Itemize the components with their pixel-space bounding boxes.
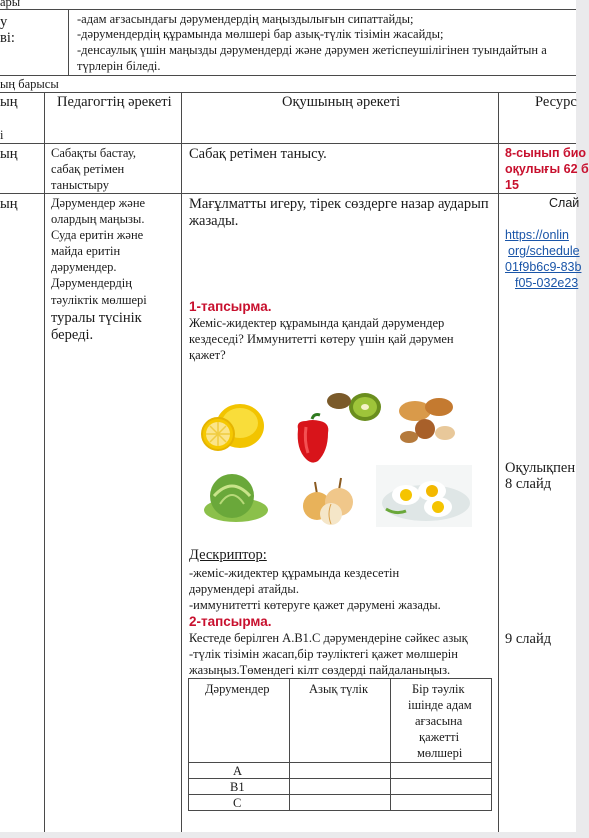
stage-text: ың — [0, 146, 18, 162]
resource-slide9: 9 слайд — [505, 631, 552, 647]
task1-text: қажет? — [189, 348, 226, 362]
table-header-daily: мөлшері — [417, 746, 463, 760]
grid-line — [44, 92, 45, 832]
table-header-food: Азық түлік — [309, 682, 369, 696]
grid-line — [289, 678, 290, 810]
eggs-image — [376, 465, 472, 527]
header-student: Оқушының әрекеті — [282, 94, 401, 110]
teacher-text: таныстыру — [51, 178, 109, 192]
fragment-text: ві: — [0, 30, 15, 46]
objective-line: түрлерін біледі. — [77, 59, 161, 73]
grid-line — [181, 92, 182, 832]
teacher-text: дәрумендер. — [51, 260, 117, 274]
teacher-text: майда еритін — [51, 244, 121, 258]
section-title: ың барысы — [0, 77, 59, 91]
task2-text: жазыңыз.Төмендегі кілт сөздерді пайдаланыңыз. — [189, 663, 451, 677]
teacher-text: сабақ ретімен — [51, 162, 125, 176]
teacher-text: Сабақты бастау, — [51, 146, 136, 160]
teacher-text: туралы түсінік — [51, 310, 142, 326]
resource-text: 8-сынып био — [505, 146, 587, 160]
student-intro: жазады. — [189, 213, 239, 229]
resource-textbook: 8 слайд — [505, 476, 552, 492]
task1-text: Жеміс-жидектер құрамында қандай дәрумендер — [189, 316, 445, 330]
descriptor-text: дәрумендері атайды. — [189, 582, 299, 596]
task2-text: -түлік тізімін жасап,бір тәуліктегі қажет мөлшерін — [189, 647, 458, 661]
student-text: Сабақ ретімен танысу. — [189, 146, 327, 162]
task2-title: 2-тапсырма. — [189, 614, 272, 629]
resource-text: 15 — [505, 178, 519, 192]
grid-line — [390, 678, 391, 810]
task1-title: 1-тапсырма. — [189, 299, 272, 314]
teacher-text: тәуліктік мөлшері — [51, 293, 147, 307]
descriptor-text: -жеміс-жидектер құрамында кездесетін — [189, 566, 400, 580]
resource-link[interactable]: 01f9b6c9-83b — [505, 260, 582, 274]
table-row-label: A — [233, 764, 243, 778]
table-row-label: C — [233, 796, 242, 810]
resource-link[interactable]: https://onlin — [505, 228, 569, 242]
objective-line: -денсаулық үшін маңызды дәрумендерді және дәрумен жетіспеушілігінен туындайтын а — [77, 43, 547, 57]
lemon-image — [196, 396, 270, 458]
table-header-daily: Бір тәулік — [412, 682, 465, 696]
objective-line: -адам ағзасындағы дәрумендердің маңыздылығын сипаттайды; — [77, 12, 414, 26]
resource-textbook: Оқулықпен — [505, 460, 576, 476]
teacher-text: Суда еритін және — [51, 228, 144, 242]
resource-link[interactable]: f05-032e23 — [515, 276, 579, 290]
teacher-text: Дәрумендер және — [51, 196, 146, 210]
grid-line — [188, 794, 492, 795]
header-resources: Ресурс — [535, 94, 577, 110]
teacher-text: береді. — [51, 327, 94, 343]
table-row-label: B1 — [230, 780, 245, 794]
descriptor-title: Дескриптор: — [189, 547, 267, 563]
stage-text: ың — [0, 196, 18, 212]
header-stage: ың — [0, 94, 18, 110]
resource-link[interactable]: org/schedule — [508, 244, 580, 258]
header-stage: і — [0, 128, 4, 142]
onion-image — [299, 474, 359, 526]
table-header-vitamins: Дәрумендер — [205, 682, 270, 696]
grid-line — [68, 9, 69, 75]
resource-text: оқулығы 62 б — [505, 162, 589, 176]
descriptor-text: -иммунитетті көтеруге қажет дәрумені жазады. — [189, 598, 441, 612]
grid-line — [188, 810, 492, 811]
task2-text: Кестеде берілген А.В1.С дәрумендеріне сәйкес азық — [189, 631, 468, 645]
grid-line — [0, 143, 576, 144]
grid-line — [188, 678, 492, 679]
grid-line — [188, 762, 492, 763]
student-intro: Мағұлматты игеру, тірек сөздерге назар аударып — [189, 196, 489, 212]
fragment-text: ары — [0, 0, 21, 9]
grid-line — [491, 678, 492, 810]
grid-line — [188, 678, 189, 810]
cabbage-image — [200, 470, 270, 526]
grid-line — [0, 92, 576, 93]
table-header-daily: ішінде адам — [408, 698, 472, 712]
grid-line — [0, 75, 576, 76]
grid-line — [0, 9, 576, 10]
grid-line — [188, 778, 492, 779]
table-header-daily: ағзасына — [415, 714, 463, 728]
grid-line — [498, 92, 499, 832]
nuts-bread-image — [395, 393, 459, 451]
grid-line — [0, 193, 576, 194]
objective-line: -дәрумендердің құрамында мөлшері бар азық-түлік тізімін жасайды; — [77, 27, 444, 41]
kiwi-image — [327, 395, 383, 423]
header-teacher: Педагогтің әрекеті — [57, 94, 172, 110]
table-header-daily: қажетті — [419, 730, 460, 744]
fragment-text: у — [0, 14, 8, 30]
resource-slide: Слай — [549, 196, 580, 210]
teacher-text: олардың маңызы. — [51, 212, 145, 226]
teacher-text: Дәрумендердің — [51, 276, 132, 290]
task1-text: кездеседі? Иммунитетті көтеру үшін қай дәрумен — [189, 332, 454, 346]
